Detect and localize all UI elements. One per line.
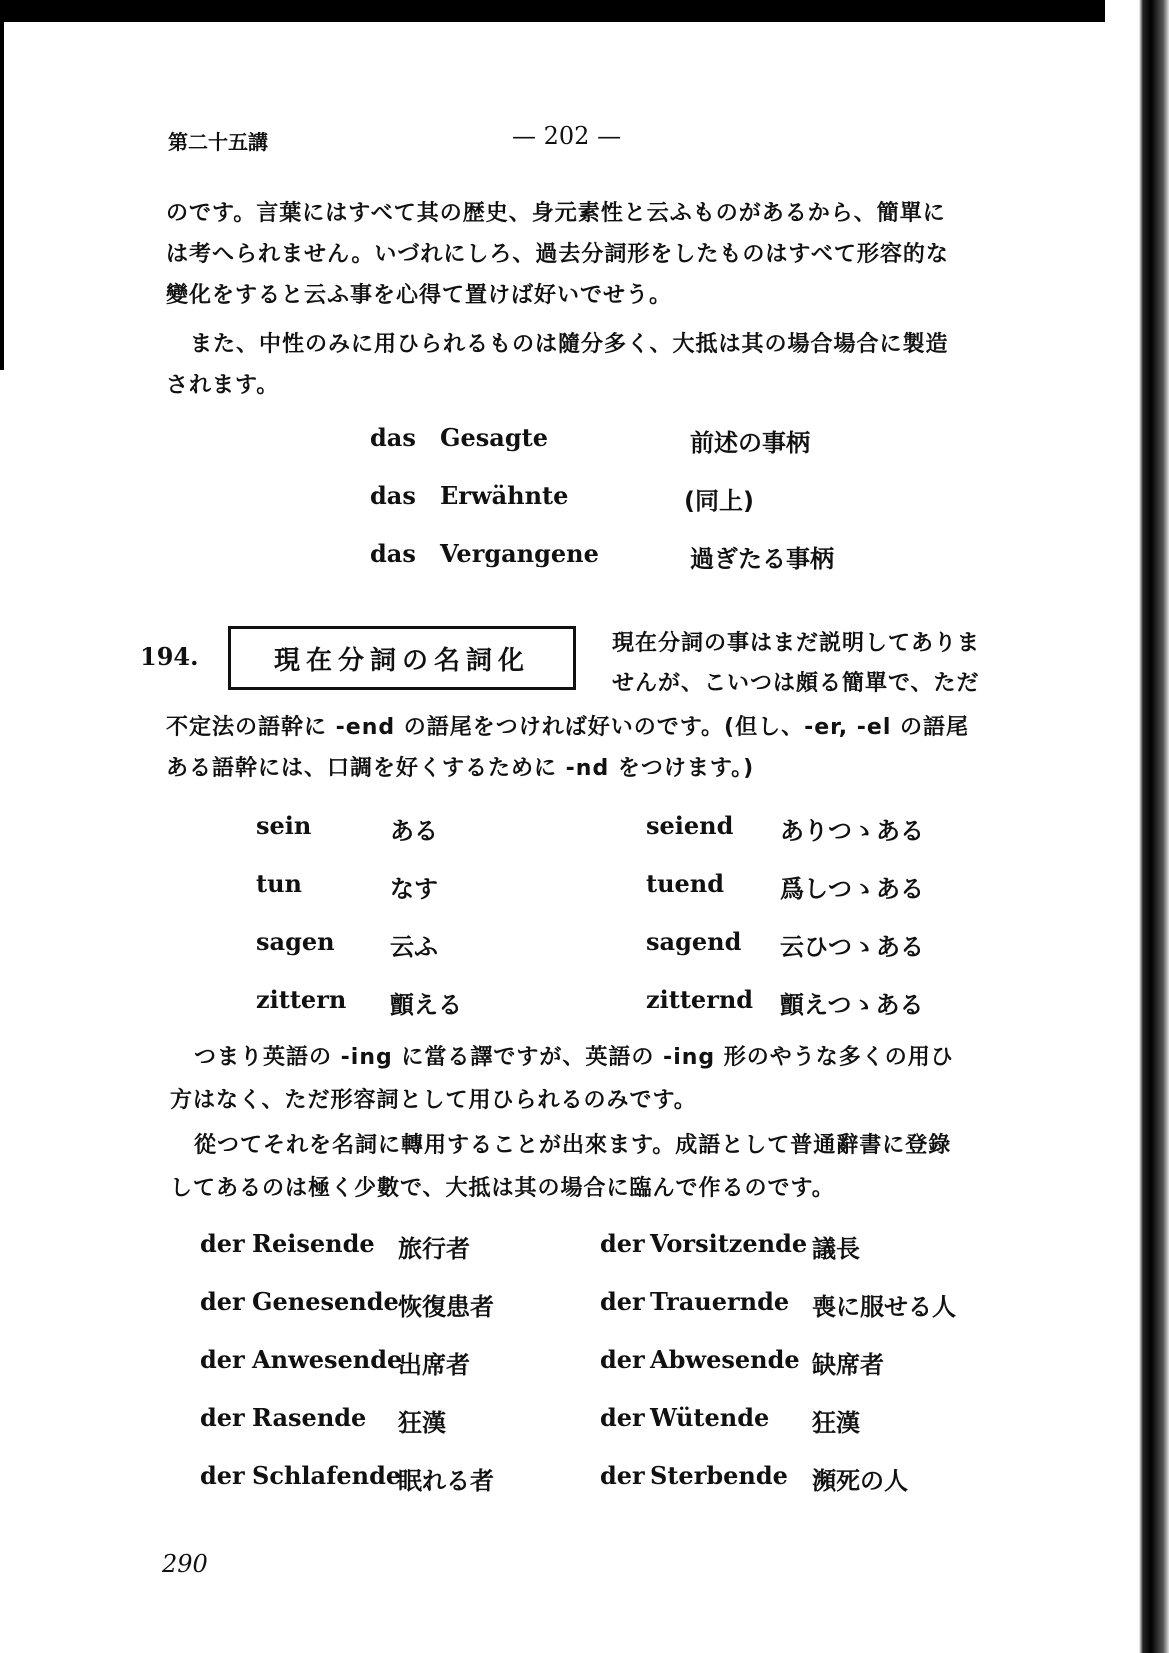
noun-meaning: 狂漢: [398, 1409, 446, 1437]
noun-line: してあるのは極く少數で、大抵は其の場合に臨んで作るのです。: [170, 1176, 835, 1201]
article: der: [600, 1461, 645, 1490]
intro-line: 變化をすると云ふ事を心得て置けば好いでせう。: [166, 283, 673, 308]
verb: tun: [256, 869, 302, 898]
german-word: Erwähnte: [440, 481, 569, 510]
article: der: [200, 1345, 245, 1374]
running-page-number: — 202 —: [512, 122, 622, 150]
article: der: [200, 1287, 245, 1316]
scan-left-border: [0, 0, 4, 370]
german-noun: Vorsitzende: [650, 1229, 808, 1258]
noun-meaning: 眠れる者: [398, 1467, 494, 1495]
noun-meaning: 狂漢: [812, 1409, 860, 1437]
section-side-line: せんが、こいつは頗る簡單で、ただ: [612, 671, 980, 696]
german-noun: Genesende: [252, 1287, 399, 1316]
english-line: 方はなく、ただ形容詞として用ひられるのみです。: [170, 1088, 697, 1113]
noun-meaning: 恢復患者: [398, 1293, 494, 1321]
article: das: [370, 481, 416, 510]
scan-top-border: [0, 0, 1169, 22]
noun-meaning: 旅行者: [398, 1235, 470, 1263]
verb-meaning: なす: [390, 875, 438, 903]
participle: tuend: [646, 869, 725, 898]
german-noun: Wütende: [650, 1403, 770, 1432]
article: der: [600, 1287, 645, 1316]
noun-meaning: 議長: [812, 1235, 860, 1263]
german-noun: Anwesende: [252, 1345, 403, 1374]
article: der: [600, 1229, 645, 1258]
meaning: (同上): [684, 487, 754, 515]
neuter-line: また、中性のみに用ひられるものは隨分多く、大抵は其の場合場合に製造: [190, 332, 949, 357]
german-word: Gesagte: [440, 423, 548, 452]
german-noun: Sterbende: [650, 1461, 788, 1490]
article: das: [370, 539, 416, 568]
neuter-line: されます。: [166, 373, 280, 398]
noun-meaning: 缺席者: [812, 1351, 884, 1379]
footer-page-number: 290: [162, 1550, 208, 1578]
scan-binding-edge: [1105, 0, 1169, 1653]
section-title-box: [228, 626, 576, 690]
meaning: 過ぎたる事柄: [690, 545, 834, 573]
noun-meaning: 喪に服せる人: [812, 1293, 956, 1321]
verb-meaning: 云ふ: [390, 933, 438, 961]
article: das: [370, 423, 416, 452]
participle: seiend: [646, 811, 734, 840]
participle: sagend: [646, 927, 742, 956]
verb: zittern: [256, 985, 347, 1014]
participle-meaning: 爲しつゝある: [780, 875, 924, 903]
german-noun: Rasende: [252, 1403, 367, 1432]
german-noun: Reisende: [252, 1229, 375, 1258]
english-line: つまり英語の -ing に當る譯ですが、英語の -ing 形のやうな多くの用ひ: [194, 1045, 954, 1070]
german-noun: Trauernde: [650, 1287, 790, 1316]
chapter-heading: 第二十五講: [168, 130, 268, 154]
meaning: 前述の事柄: [690, 429, 810, 457]
noun-meaning: 瀕死の人: [812, 1467, 908, 1495]
section-number: 194.: [140, 642, 199, 671]
section-body-line: ある語幹には、口調を好くするために -nd をつけます。): [166, 756, 755, 781]
article: der: [600, 1403, 645, 1432]
intro-line: のです。言葉にはすべて其の歴史、身元素性と云ふものがあるから、簡單に: [166, 201, 946, 226]
verb-meaning: ある: [390, 817, 438, 845]
section-title: 現在分詞の名詞化: [273, 645, 530, 676]
article: der: [200, 1229, 245, 1258]
section-side-line: 現在分詞の事はまだ説明してありま: [612, 631, 981, 656]
article: der: [600, 1345, 645, 1374]
participle-meaning: ありつゝある: [780, 817, 924, 845]
participle-meaning: 顫えつゝある: [780, 991, 924, 1019]
noun-line: 從つてそれを名詞に轉用することが出來ます。成語として普通辭書に登錄: [194, 1133, 952, 1158]
intro-line: は考へられません。いづれにしろ、過去分詞形をしたものはすべて形容的な: [166, 242, 949, 267]
verb: sagen: [256, 927, 335, 956]
participle: zitternd: [646, 985, 754, 1014]
german-word: Vergangene: [440, 539, 599, 568]
noun-meaning: 出席者: [398, 1351, 470, 1379]
german-noun: Abwesende: [650, 1345, 800, 1374]
verb-meaning: 顫える: [390, 991, 462, 1019]
section-body-line: 不定法の語幹に -end の語尾をつければ好いのです。(但し、-er, -el の語尾: [166, 715, 970, 740]
article: der: [200, 1403, 245, 1432]
verb: sein: [256, 811, 312, 840]
participle-meaning: 云ひつゝある: [780, 933, 924, 961]
german-noun: Schlafende: [252, 1461, 402, 1490]
article: der: [200, 1461, 245, 1490]
